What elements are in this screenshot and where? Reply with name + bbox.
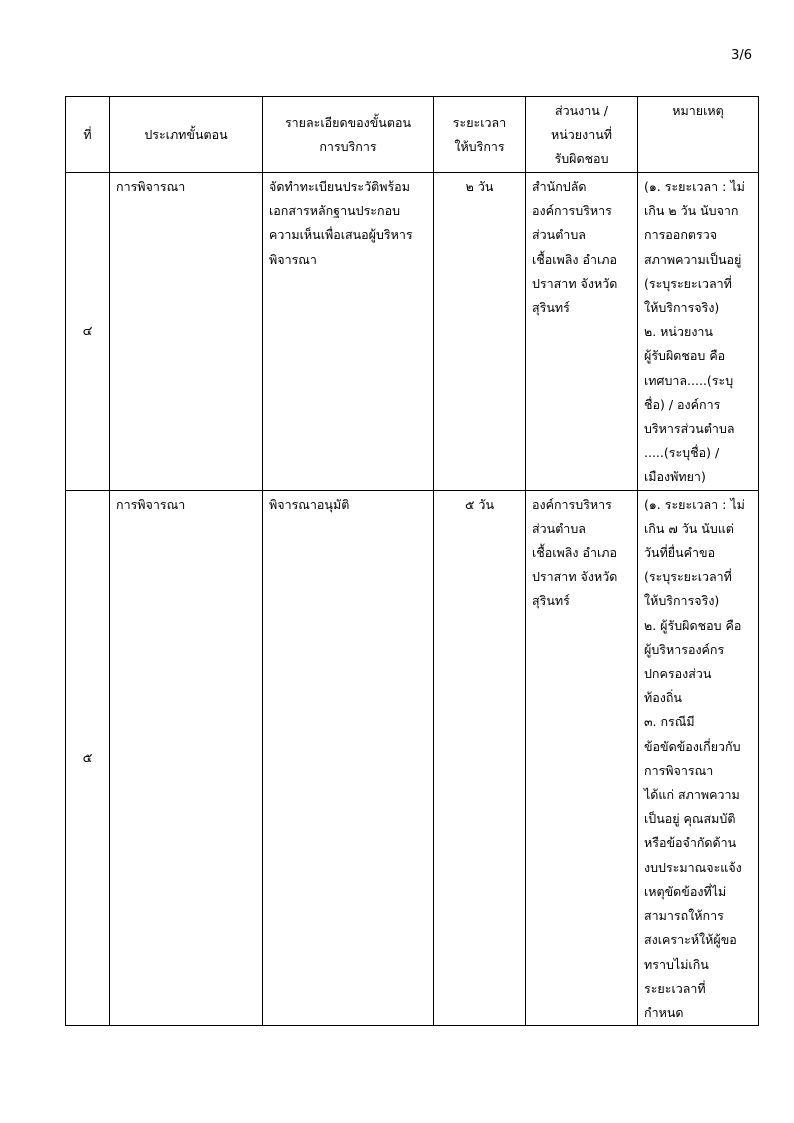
- table-row: [66, 173, 759, 491]
- row-step-detail: พิจารณาอนุมัติ: [263, 490, 434, 1025]
- row-step-detail: จัดทำทะเบียนประวัติพร้อม เอกสารหลักฐานประกอบ ความเห็นเพื่อเสนอผู้บริหาร พิจารณา: [263, 173, 434, 491]
- row-note: (๑. ระยะเวลา : ไม่ เกิน ๗ วัน นับแต่ วันที่ยื่นคำขอ (ระบุระยะเวลาที่ ให้บริการจริง) ๒. ผู้รับผิดชอบ คือ ผู้บริหารองค์กร ปกครองส่วน ท้องถิ่น ๓. กรณีมี ข้อขัดข้องเกี่ยวกับ การพิจารณา ได้แก่ สภาพความ เป็นอยู่ คุณสมบัติ หรือข้อจำกัดด้าน งบประมาณจะแจ้ง เหตุขัดข้องที่ไม่ สามารถให้การ สงเคราะห์ให้ผู้ขอ ทราบไม่เกิน ระยะเวลาที่ กำหนด: [638, 490, 759, 1025]
- row-note: (๑. ระยะเวลา : ไม่ เกิน ๒ วัน นับจาก การออกตรวจ สภาพความเป็นอยู่ (ระบุระยะเวลาที่ ให้บริการจริง) ๒. หน่วยงาน ผู้รับผิดชอบ คือ เทศบาล.....(ระบุ ชื่อ) / องค์การ บริหารส่วนตำบล .....(ระบุชื่อ) / เมืองพัทยา): [638, 173, 759, 491]
- row-responsible-unit: องค์การบริหาร ส่วนตำบล เชื้อเพลิง อำเภอ ปราสาท จังหวัด สุรินทร์: [526, 490, 638, 1025]
- header-responsible-unit: ส่วนงาน / หน่วยงานที่ รับผิดชอบ: [526, 97, 638, 173]
- service-steps-table: [65, 96, 759, 1026]
- header-step-type: ประเภทขั้นตอน: [110, 97, 263, 173]
- row-step-type: การพิจารณา: [110, 490, 263, 1025]
- row-step-type: การพิจารณา: [110, 173, 263, 491]
- row-number: ๕: [66, 490, 110, 1025]
- header-no: ที่: [66, 97, 110, 173]
- row-number: ๔: [66, 173, 110, 491]
- row-duration: ๕ วัน: [434, 490, 526, 1025]
- table-header-row: [66, 97, 759, 173]
- page-number: 3/6: [731, 48, 752, 63]
- row-responsible-unit: สำนักปลัด องค์การบริหาร ส่วนตำบล เชื้อเพลิง อำเภอ ปราสาท จังหวัด สุรินทร์: [526, 173, 638, 491]
- header-note: หมายเหตุ: [638, 97, 759, 173]
- row-duration: ๒ วัน: [434, 173, 526, 491]
- table-row: [66, 490, 759, 1025]
- header-duration: ระยะเวลา ให้บริการ: [434, 97, 526, 173]
- header-step-detail: รายละเอียดของขั้นตอน การบริการ: [263, 97, 434, 173]
